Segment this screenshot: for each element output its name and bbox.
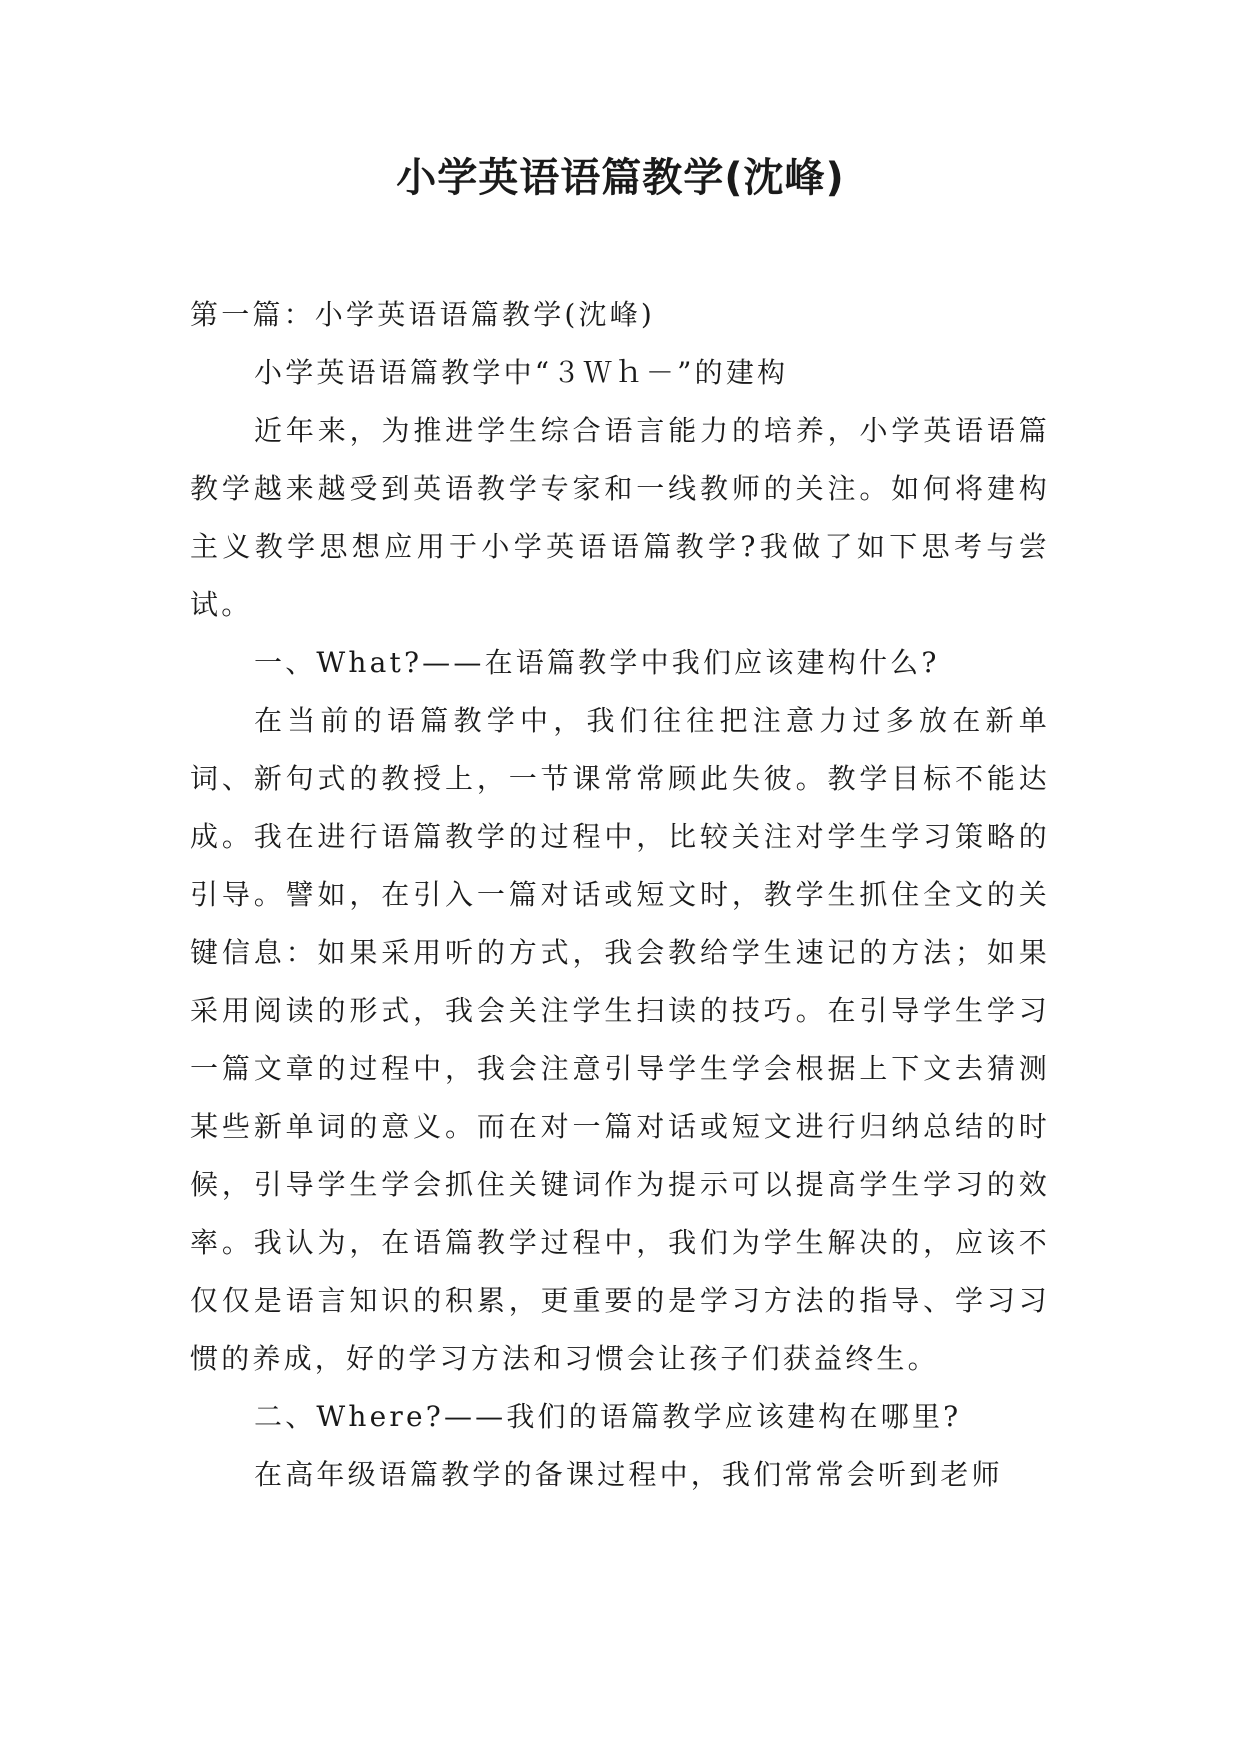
document-body <box>190 286 1050 1504</box>
intro-paragraph: 近年来，为推进学生综合语言能力的培养，小学英语语篇教学越来越受到英语教学专家和一线教师的关注。如何将建构主义教学思想应用于小学英语语篇教学?我做了如下思考与尝试。 <box>190 414 1050 621</box>
section-label: 第一篇：小学英语语篇教学(沈峰) <box>190 298 656 331</box>
heading-what: 一、What?——在语篇教学中我们应该建构什么? <box>254 646 940 679</box>
heading-where: 二、Where?——我们的语篇教学应该建构在哪里? <box>254 1400 962 1433</box>
document-title: 小学英语语篇教学(沈峰) <box>396 155 845 201</box>
where-paragraph: 在高年级语篇教学的备课过程中，我们常常会听到老师 <box>254 1458 1003 1491</box>
subtitle-paragraph: 小学英语语篇教学中“３Ｗｈ－”的建构 <box>254 356 789 389</box>
what-paragraph: 在当前的语篇教学中，我们往往把注意力过多放在新单词、新句式的教授上，一节课常常顾此失彼。教学目标不能达成。我在进行语篇教学的过程中，比较关注对学生学习策略的引导。譬如，在引入一篇对话或短文时，教学生抓住全文的关键信息：如果采用听的方式，我会教给学生速记的方法；如果采用阅读的形式，我会关注学生扫读的技巧。在引导学生学习一篇文章的过程中，我会注意引导学生学会根据上下文去猜测某些新单词的意义。而在对一篇对话或短文进行归纳总结的时候，引导学生学会抓住关键词作为提示可以提高学生学习的效率。我认为，在语篇教学过程中，我们为学生解决的，应该不仅仅是语言知识的积累，更重要的是学习方法的指导、学习习惯的养成，好的学习方法和习惯会让孩子们获益终生。 <box>190 704 1050 1375</box>
